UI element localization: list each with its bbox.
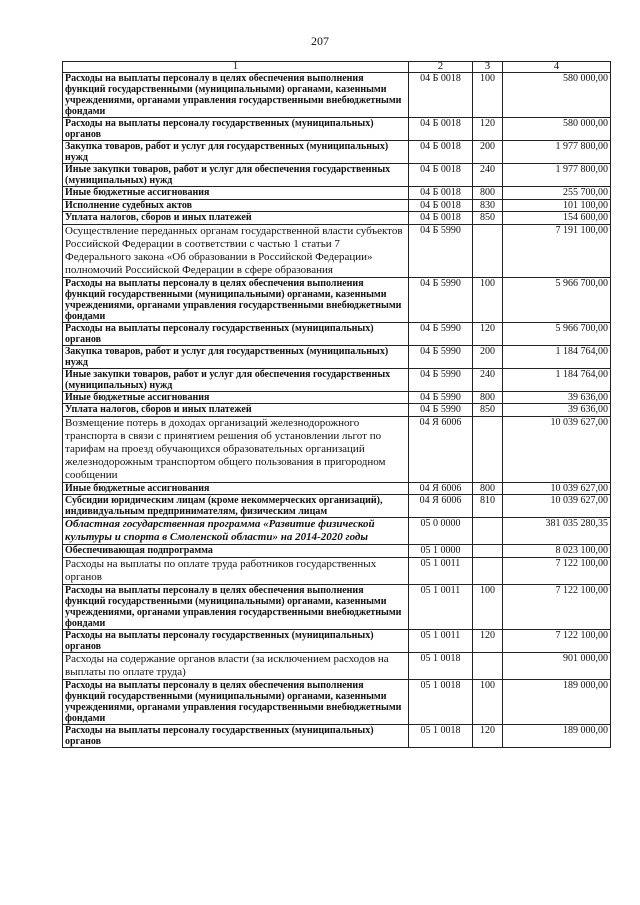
row-target-code: 05 1 0018 — [409, 679, 473, 724]
row-expense-type: 120 — [473, 629, 503, 652]
table-row — [63, 652, 611, 679]
row-description: Обеспечивающая подпрограмма — [63, 545, 409, 558]
table-row — [63, 545, 611, 558]
table-row — [63, 73, 611, 118]
row-expense-type — [473, 518, 503, 545]
table-row — [63, 118, 611, 141]
row-amount: 1 184 764,00 — [503, 345, 611, 368]
row-target-code: 04 Б 5990 — [409, 368, 473, 391]
table-row — [63, 164, 611, 187]
row-expense-type: 240 — [473, 368, 503, 391]
row-description: Расходы на выплаты персоналу в целях обеспечения выполнения функций государственными (муниципальными) органами, казенными учреждениями, органами управления государственными внебюджетными фондами — [63, 277, 409, 322]
row-amount: 8 023 100,00 — [503, 545, 611, 558]
row-target-code: 05 0 0000 — [409, 518, 473, 545]
row-amount: 189 000,00 — [503, 724, 611, 747]
row-expense-type: 850 — [473, 404, 503, 417]
row-expense-type: 240 — [473, 164, 503, 187]
row-target-code: 04 Б 0018 — [409, 73, 473, 118]
row-target-code: 04 Б 5990 — [409, 404, 473, 417]
row-description: Уплата налогов, сборов и иных платежей — [63, 212, 409, 225]
row-description: Уплата налогов, сборов и иных платежей — [63, 404, 409, 417]
row-expense-type — [473, 416, 503, 482]
row-description: Иные закупки товаров, работ и услуг для обеспечения государственных (муниципальных) нужд — [63, 164, 409, 187]
row-amount: 1 184 764,00 — [503, 368, 611, 391]
row-description: Расходы на выплаты персоналу в целях обеспечения выполнения функций государственными (муниципальными) органами, казенными учреждениями, органами управления государственными внебюджетными фондами — [63, 679, 409, 724]
row-description: Иные бюджетные ассигнования — [63, 391, 409, 404]
row-description: Расходы на выплаты по оплате труда работников государственных органов — [63, 557, 409, 584]
row-target-code: 05 1 0011 — [409, 557, 473, 584]
row-expense-type: 800 — [473, 391, 503, 404]
row-expense-type: 100 — [473, 277, 503, 322]
row-expense-type: 800 — [473, 482, 503, 495]
page-number: 207 — [311, 34, 329, 48]
row-description: Расходы на выплаты персоналу государственных (муниципальных) органов — [63, 724, 409, 747]
row-description: Иные бюджетные ассигнования — [63, 482, 409, 495]
table-row — [63, 224, 611, 277]
row-expense-type: 120 — [473, 118, 503, 141]
table-row — [63, 187, 611, 200]
row-amount: 10 039 627,00 — [503, 482, 611, 495]
header-col-1: 1 — [63, 62, 409, 73]
row-expense-type — [473, 557, 503, 584]
row-description: Возмещение потерь в доходах организаций железнодорожного транспорта в связи с принятием решения об установлении льгот по тарифам на проезд обучающихся образовательных организаций железнодорожным транспортом общего пользования в пригородном сообщении — [63, 416, 409, 482]
row-amount: 901 000,00 — [503, 652, 611, 679]
row-amount: 7 191 100,00 — [503, 224, 611, 277]
row-target-code: 05 1 0018 — [409, 724, 473, 747]
row-description: Исполнение судебных актов — [63, 199, 409, 212]
table-row — [63, 212, 611, 225]
row-target-code: 04 Я 6006 — [409, 416, 473, 482]
table-row — [63, 277, 611, 322]
table-header-row — [63, 62, 611, 73]
row-amount: 39 636,00 — [503, 391, 611, 404]
row-target-code: 04 Б 5990 — [409, 391, 473, 404]
row-target-code: 04 Б 5990 — [409, 277, 473, 322]
table-row — [63, 629, 611, 652]
table-row — [63, 345, 611, 368]
row-amount: 7 122 100,00 — [503, 584, 611, 629]
row-amount: 7 122 100,00 — [503, 557, 611, 584]
row-expense-type: 100 — [473, 679, 503, 724]
row-amount: 39 636,00 — [503, 404, 611, 417]
row-expense-type: 120 — [473, 322, 503, 345]
row-description: Закупка товаров, работ и услуг для государственных (муниципальных) нужд — [63, 141, 409, 164]
row-expense-type: 810 — [473, 495, 503, 518]
table-row — [63, 368, 611, 391]
row-description: Иные закупки товаров, работ и услуг для обеспечения государственных (муниципальных) нужд — [63, 368, 409, 391]
row-expense-type: 100 — [473, 73, 503, 118]
row-target-code: 04 Б 0018 — [409, 187, 473, 200]
table-row — [63, 199, 611, 212]
row-amount: 580 000,00 — [503, 73, 611, 118]
table-row — [63, 584, 611, 629]
row-expense-type: 120 — [473, 724, 503, 747]
row-target-code: 04 Б 5990 — [409, 345, 473, 368]
row-description: Расходы на выплаты персоналу в целях обеспечения выполнения функций государственными (муниципальными) органами, казенными учреждениями, органами управления государственными внебюджетными фондами — [63, 73, 409, 118]
table-row — [63, 557, 611, 584]
row-description: Расходы на выплаты персоналу государственных (муниципальных) органов — [63, 118, 409, 141]
header-col-4: 4 — [503, 62, 611, 73]
row-amount: 1 977 800,00 — [503, 164, 611, 187]
row-target-code: 05 1 0011 — [409, 584, 473, 629]
row-amount: 10 039 627,00 — [503, 495, 611, 518]
row-amount: 580 000,00 — [503, 118, 611, 141]
row-description: Расходы на содержание органов власти (за исключением расходов на выплаты по оплате труда) — [63, 652, 409, 679]
budget-table — [62, 61, 611, 748]
row-target-code: 04 Б 5990 — [409, 322, 473, 345]
table-row — [63, 482, 611, 495]
row-target-code: 05 1 0018 — [409, 652, 473, 679]
row-expense-type: 200 — [473, 345, 503, 368]
row-target-code: 04 Б 0018 — [409, 212, 473, 225]
row-expense-type: 830 — [473, 199, 503, 212]
row-description: Субсидии юридическим лицам (кроме некоммерческих организаций), индивидуальным предпринимателям, физическим лицам — [63, 495, 409, 518]
row-target-code: 04 Б 0018 — [409, 199, 473, 212]
row-description: Закупка товаров, работ и услуг для государственных (муниципальных) нужд — [63, 345, 409, 368]
row-target-code: 04 Я 6006 — [409, 495, 473, 518]
row-amount: 1 977 800,00 — [503, 141, 611, 164]
row-amount: 189 000,00 — [503, 679, 611, 724]
row-description: Областная государственная программа «Развитие физической культуры и спорта в Смоленской области» на 2014-2020 годы — [63, 518, 409, 545]
row-expense-type: 200 — [473, 141, 503, 164]
row-amount: 101 100,00 — [503, 199, 611, 212]
row-description: Расходы на выплаты персоналу в целях обеспечения выполнения функций государственными (муниципальными) органами, казенными учреждениями, органами управления государственными внебюджетными фондами — [63, 584, 409, 629]
table-row — [63, 518, 611, 545]
row-amount: 10 039 627,00 — [503, 416, 611, 482]
row-description: Иные бюджетные ассигнования — [63, 187, 409, 200]
row-expense-type — [473, 224, 503, 277]
table-row — [63, 495, 611, 518]
row-amount: 5 966 700,00 — [503, 322, 611, 345]
row-expense-type: 800 — [473, 187, 503, 200]
row-target-code: 05 1 0000 — [409, 545, 473, 558]
row-description: Осуществление переданных органам государственной власти субъектов Российской Федерации в соответствии с частью 1 статьи 7 Федерального закона «Об образовании в Российской Федерации» полномочий Российской Федерации в сфере образования — [63, 224, 409, 277]
row-expense-type: 850 — [473, 212, 503, 225]
row-amount: 5 966 700,00 — [503, 277, 611, 322]
table-row — [63, 391, 611, 404]
row-expense-type — [473, 545, 503, 558]
row-amount: 154 600,00 — [503, 212, 611, 225]
header-col-3: 3 — [473, 62, 503, 73]
row-target-code: 04 Б 0018 — [409, 164, 473, 187]
row-target-code: 04 Б 0018 — [409, 141, 473, 164]
table-row — [63, 404, 611, 417]
table-row — [63, 679, 611, 724]
row-target-code: 04 Б 5990 — [409, 224, 473, 277]
row-amount: 381 035 280,35 — [503, 518, 611, 545]
table-row — [63, 141, 611, 164]
table-row — [63, 322, 611, 345]
row-target-code: 04 Я 6006 — [409, 482, 473, 495]
row-amount: 255 700,00 — [503, 187, 611, 200]
row-expense-type — [473, 652, 503, 679]
table-body — [63, 73, 611, 748]
row-target-code: 04 Б 0018 — [409, 118, 473, 141]
table-row — [63, 724, 611, 747]
row-target-code: 05 1 0011 — [409, 629, 473, 652]
row-description: Расходы на выплаты персоналу государственных (муниципальных) органов — [63, 629, 409, 652]
header-col-2: 2 — [409, 62, 473, 73]
row-amount: 7 122 100,00 — [503, 629, 611, 652]
table-row — [63, 416, 611, 482]
row-description: Расходы на выплаты персоналу государственных (муниципальных) органов — [63, 322, 409, 345]
row-expense-type: 100 — [473, 584, 503, 629]
